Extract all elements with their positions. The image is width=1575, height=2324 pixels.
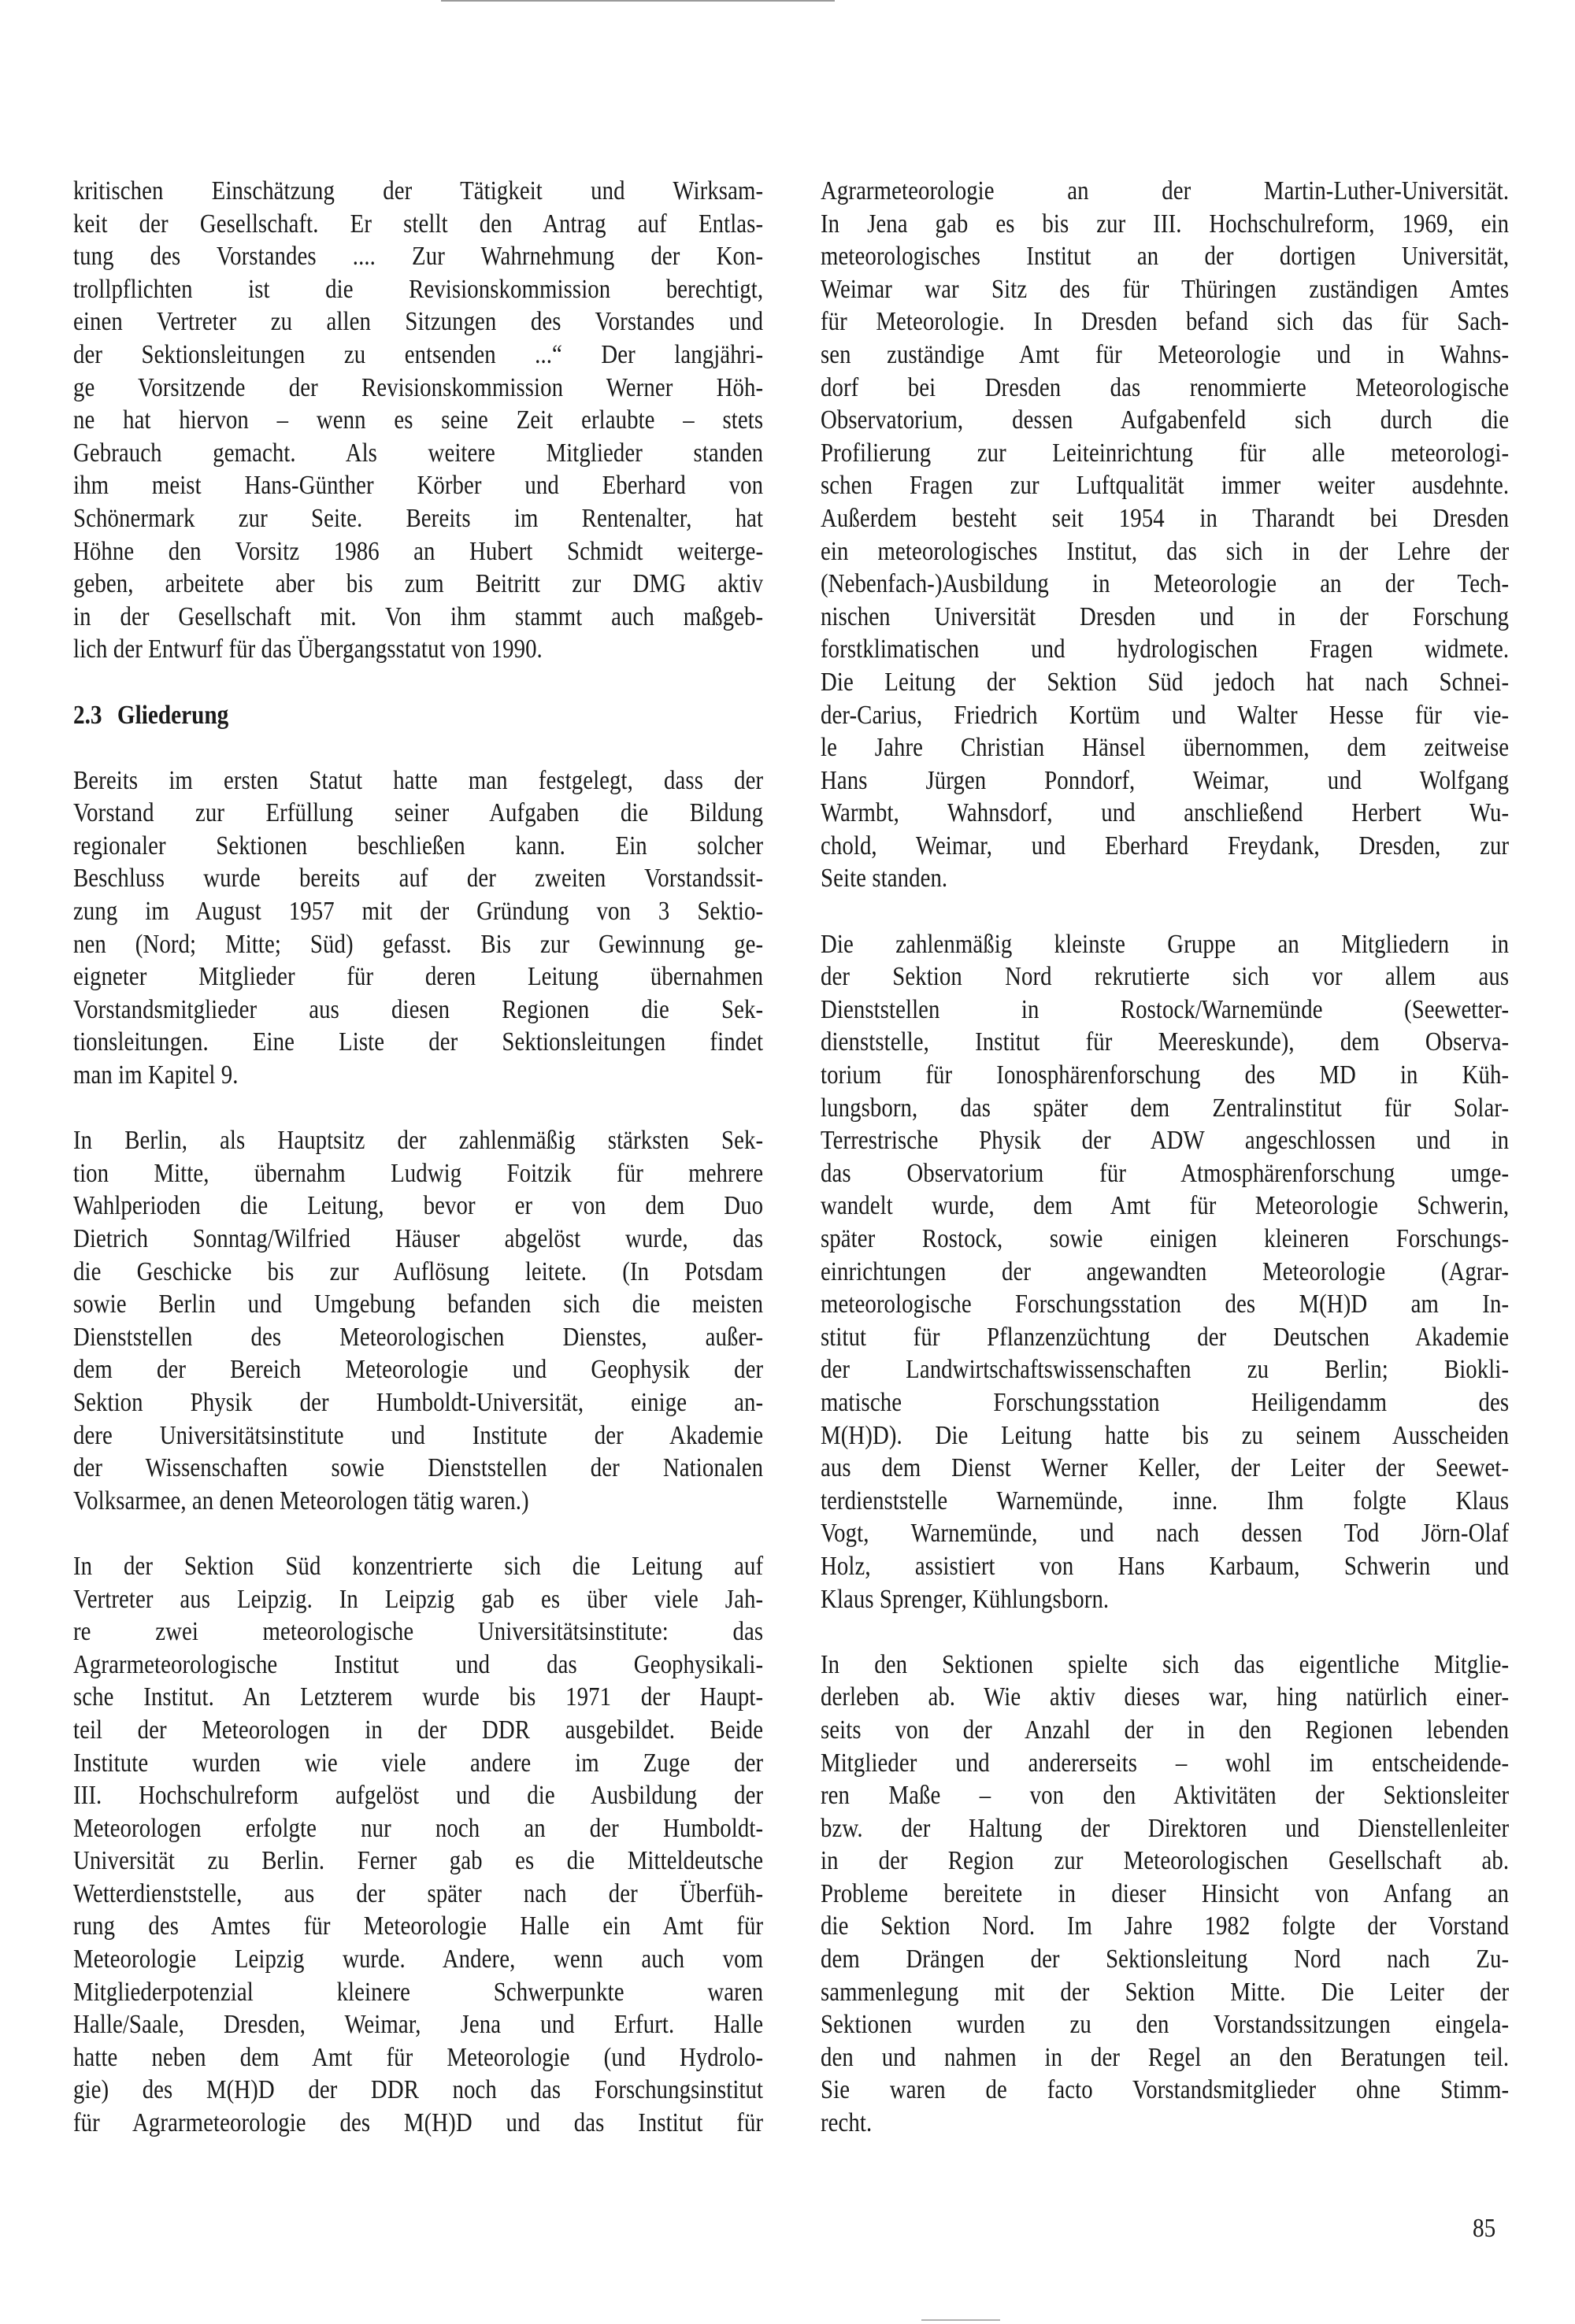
text-line: le Jahre Christian Hänsel übernommen, dem zeitweise [821,733,1510,763]
text-line: sche Institut. An Letzterem wurde bis 1971 der Haupt- [73,1682,764,1712]
text-line: tion Mitte, übernahm Ludwig Foitzik für mehrere [73,1158,764,1188]
text-line: schen Fragen zur Luftqualität immer weiter ausdehnte. [821,471,1510,501]
text-line: Terrestrische Physik der ADW angeschlossen und in [821,1126,1510,1156]
text-line: ne hat hiervon – wenn es seine Zeit erlaubte – stets [73,405,764,435]
text-line: Sektion Physik der Humboldt-Universität, einige an- [73,1387,764,1417]
text-line: Bereits im ersten Statut hatte man festgelegt, dass der [73,765,764,795]
text-line: rung des Amtes für Meteorologie Halle ein Amt für [73,1911,764,1941]
text-line: in der Gesellschaft mit. Von ihm stammt auch maßgeb- [73,601,764,631]
text-line: ihm meist Hans-Günther Körber und Eberhard von [73,471,764,501]
text-line: Observatorium, dessen Aufgabenfeld sich durch die [821,405,1510,435]
text-line: regionaler Sektionen beschließen kann. Ein solcher [73,831,764,860]
text-line: Institute wurden wie viele andere im Zuge der [73,1748,764,1778]
text-line: Beschluss wurde bereits auf der zweiten Vorstandssit- [73,864,764,894]
text-line: man im Kapitel 9. [73,1060,239,1090]
text-line: meteorologische Forschungsstation des M(H)D am In- [821,1290,1510,1319]
paragraph-sektion-sued-continued [821,175,1509,895]
text-line: Die zahlenmäßig kleinste Gruppe an Mitgliedern in [821,929,1510,959]
text-line: ein meteorologisches Institut, das sich in der Lehre der [821,536,1510,566]
text-line: geben, arbeitete aber bis zum Beitritt zur DMG aktiv [73,569,764,599]
text-line: Mitgliederpotenzial kleinere Schwerpunkte waren [73,1977,764,2007]
text-line: eigneter Mitglieder für deren Leitung übernahmen [73,962,764,992]
text-line: Warmbt, Wahnsdorf, und anschließend Herbert Wu- [821,798,1510,828]
text-line: für Agrarmeteorologie des M(H)D und das Institut für [73,2108,764,2138]
text-line: terdienststelle Warnemünde, inne. Ihm folgte Klaus [821,1486,1510,1515]
text-line: gie) des M(H)D der DDR noch das Forschungsinstitut [73,2075,764,2105]
text-line: nen (Nord; Mitte; Süd) gefasst. Bis zur Gewinnung ge- [73,929,764,959]
paragraph-berlin [73,1124,763,1517]
text-line: Vogt, Warnemünde, und nach dessen Tod Jörn-Olaf [821,1519,1510,1549]
text-line: re zwei meteorologische Universitätsinstitute: das [73,1617,764,1647]
text-line: der Wissenschaften sowie Dienststellen der Nationalen [73,1453,764,1483]
text-line: zung im August 1957 mit der Gründung von 3 Sektio- [73,897,764,927]
text-line: wandelt wurde, dem Amt für Meteorologie Schwerin, [821,1191,1510,1221]
text-line: Sektionen wurden zu den Vorstandssitzungen eingela- [821,2010,1510,2040]
text-line: Agrarmeteorologie an der Martin-Luther-Universität. [821,176,1510,205]
text-line: In der Sektion Süd konzentrierte sich die Leitung auf [73,1551,764,1581]
text-line: In Berlin, als Hauptsitz der zahlenmäßig stärksten Sek- [73,1126,764,1156]
text-line: Außerdem besteht seit 1954 in Tharandt bei Dresden [821,503,1510,533]
text-line: Dienststellen des Meteorologischen Dienstes, außer- [73,1322,764,1352]
text-line: keit der Gesellschaft. Er stellt den Antrag auf Entlas- [73,209,764,239]
text-line: lungsborn, das später dem Zentralinstitut für Solar- [821,1093,1510,1123]
text-line: seits von der Anzahl der in den Regionen lebenden [821,1715,1510,1745]
text-line: der Sektion Nord rekrutierte sich vor allem aus [821,962,1510,992]
section-number: 2.3 [73,700,102,730]
scan-edge-rule-bottom [921,2319,1000,2321]
page-number: 85 [1473,2214,1496,2243]
text-line: sowie Berlin und Umgebung befanden sich die meisten [73,1290,764,1319]
text-line: hatte neben dem Amt für Meteorologie (und Hydrolo- [73,2042,764,2072]
text-line: Höhne den Vorsitz 1986 an Hubert Schmidt weiterge- [73,536,764,566]
text-line: matische Forschungsstation Heiligendamm des [821,1387,1510,1417]
text-line: recht. [821,2108,873,2138]
text-line: den und nahmen in der Regel an den Beratungen teil. [821,2042,1510,2072]
text-line: dem Drängen der Sektionsleitung Nord nach Zu- [821,1945,1510,1974]
text-line: dem der Bereich Meteorologie und Geophysik der [73,1355,764,1385]
paragraph-revisionskommission [73,175,763,666]
text-line: einen Vertreter zu allen Sitzungen des Vorstandes und [73,307,764,337]
text-line: dienststelle, Institut für Meereskunde), dem Observa- [821,1027,1510,1057]
text-line: nischen Universität Dresden und in der Forschung [821,601,1510,631]
text-line: Sie waren de facto Vorstandsmitglieder ohne Stimm- [821,2075,1510,2105]
text-line: teil der Meteorologen in der DDR ausgebildet. Beide [73,1715,764,1745]
text-line: Seite standen. [821,864,948,894]
text-line: Meteorologen erfolgte nur noch an der Humboldt- [73,1813,764,1843]
section-heading [73,699,666,732]
scan-edge-rule-top [441,0,835,2]
right-column [821,175,1509,2140]
text-line: Mitglieder und andererseits – wohl im entscheidende- [821,1748,1510,1778]
text-line: forstklimatischen und hydrologischen Fragen widmete. [821,635,1510,664]
text-line: Holz, assistiert von Hans Karbaum, Schwerin und [821,1551,1510,1581]
text-line: Agrarmeteorologische Institut und das Geophysikali- [73,1649,764,1679]
text-line: ge Vorsitzende der Revisionskommission Werner Höh- [73,372,764,402]
text-line: Profilierung zur Leiteinrichtung für alle meteorologi- [821,438,1510,468]
text-line: ren Maße – von den Aktivitäten der Sektionsleiter [821,1781,1510,1811]
text-line: Hans Jürgen Ponndorf, Weimar, und Wolfgang [821,765,1510,795]
text-line: derleben ab. Wie aktiv dieses war, hing natürlich einer- [821,1682,1510,1712]
paragraph-sektion-nord [821,928,1509,1615]
text-line: Weimar war Sitz des für Thüringen zuständigen Amtes [821,274,1510,304]
text-line: Wetterdienststelle, aus der später nach der Überfüh- [73,1878,764,1908]
text-line: Meteorologie Leipzig wurde. Andere, wenn auch vom [73,1945,764,1974]
text-line: Vorstandsmitglieder aus diesen Regionen die Sek- [73,994,764,1024]
text-line: für Meteorologie. In Dresden befand sich das für Sach- [821,307,1510,337]
text-line: das Observatorium für Atmosphärenforschung umge- [821,1158,1510,1188]
text-line: sen zuständige Amt für Meteorologie und in Wahns- [821,339,1510,369]
text-line: trollpflichten ist die Revisionskommission berechtigt, [73,274,764,304]
text-line: stitut für Pflanzenzüchtung der Deutschen Akademie [821,1322,1510,1352]
paragraph-statut [73,764,763,1092]
text-line: Gebrauch gemacht. Als weitere Mitglieder standen [73,438,764,468]
text-line: chold, Weimar, und Eberhard Freydank, Dresden, zur [821,831,1510,860]
text-line: dorf bei Dresden das renommierte Meteorologische [821,372,1510,402]
text-line: (Nebenfach-)Ausbildung in Meteorologie an der Tech- [821,569,1510,599]
text-line: der-Carius, Friedrich Kortüm und Walter Hesse für vie- [821,700,1510,730]
text-line: lich der Entwurf für das Übergangsstatut von 1990. [73,635,543,664]
text-line: aus dem Dienst Werner Keller, der Leiter der Seewet- [821,1453,1510,1483]
text-line: der Sektionsleitungen zu entsenden ...“ Der langjähri- [73,339,764,369]
section-title: Gliederung [117,700,229,730]
text-line: Universität zu Berlin. Ferner gab es die Mitteldeutsche [73,1846,764,1876]
text-line: III. Hochschulreform aufgelöst und die Ausbildung der [73,1781,764,1811]
text-line: meteorologisches Institut an der dortigen Universität, [821,242,1510,272]
text-line: tung des Vorstandes .... Zur Wahrnehmung der Kon- [73,242,764,272]
text-line: bzw. der Haltung der Direktoren und Dienstellenleiter [821,1813,1510,1843]
text-line: Vertreter aus Leipzig. In Leipzig gab es über viele Jah- [73,1584,764,1614]
text-line: In Jena gab es bis zur III. Hochschulreform, 1969, ein [821,209,1510,239]
text-line: tionsleitungen. Eine Liste der Sektionsleitungen findet [73,1027,764,1057]
text-line: die Sektion Nord. Im Jahre 1982 folgte der Vorstand [821,1911,1510,1941]
paragraph-mitgliederleben [821,1649,1509,2140]
text-line: in der Region zur Meteorologischen Gesellschaft ab. [821,1846,1510,1876]
text-line: Probleme bereitete in dieser Hinsicht von Anfang an [821,1878,1510,1908]
text-line: einrichtungen der angewandten Meteorologie (Agrar- [821,1256,1510,1286]
text-line: torium für Ionosphärenforschung des MD in Küh- [821,1060,1510,1090]
text-line: Volksarmee, an denen Meteorologen tätig waren.) [73,1486,529,1515]
text-line: kritischen Einschätzung der Tätigkeit und Wirksam- [73,176,764,205]
text-line: Dietrich Sonntag/Wilfried Häuser abgelöst wurde, das [73,1224,764,1253]
text-line: Schönermark zur Seite. Bereits im Rentenalter, hat [73,503,764,533]
left-column [73,175,763,2140]
text-line: später Rostock, sowie einigen kleineren Forschungs- [821,1224,1510,1253]
text-line: In den Sektionen spielte sich das eigentliche Mitglie- [821,1649,1510,1679]
text-line: Vorstand zur Erfüllung seiner Aufgaben die Bildung [73,798,764,828]
text-line: die Geschicke bis zur Auflösung leitete. (In Potsdam [73,1256,764,1286]
text-line: Dienststellen in Rostock/Warnemünde (Seewetter- [821,994,1510,1024]
text-line: M(H)D). Die Leitung hatte bis zu seinem Ausscheiden [821,1420,1510,1450]
paragraph-sektion-sued [73,1550,763,2140]
text-line: sammenlegung mit der Sektion Mitte. Die Leiter der [821,1977,1510,2007]
text-line: Wahlperioden die Leitung, bevor er von dem Duo [73,1191,764,1221]
text-line: Halle/Saale, Dresden, Weimar, Jena und Erfurt. Halle [73,2010,764,2040]
text-line: dere Universitätsinstitute und Institute der Akademie [73,1420,764,1450]
text-line: der Landwirtschaftswissenschaften zu Berlin; Biokli- [821,1355,1510,1385]
text-line: Die Leitung der Sektion Süd jedoch hat nach Schnei- [821,667,1510,697]
text-line: Klaus Sprenger, Kühlungsborn. [821,1584,1110,1614]
